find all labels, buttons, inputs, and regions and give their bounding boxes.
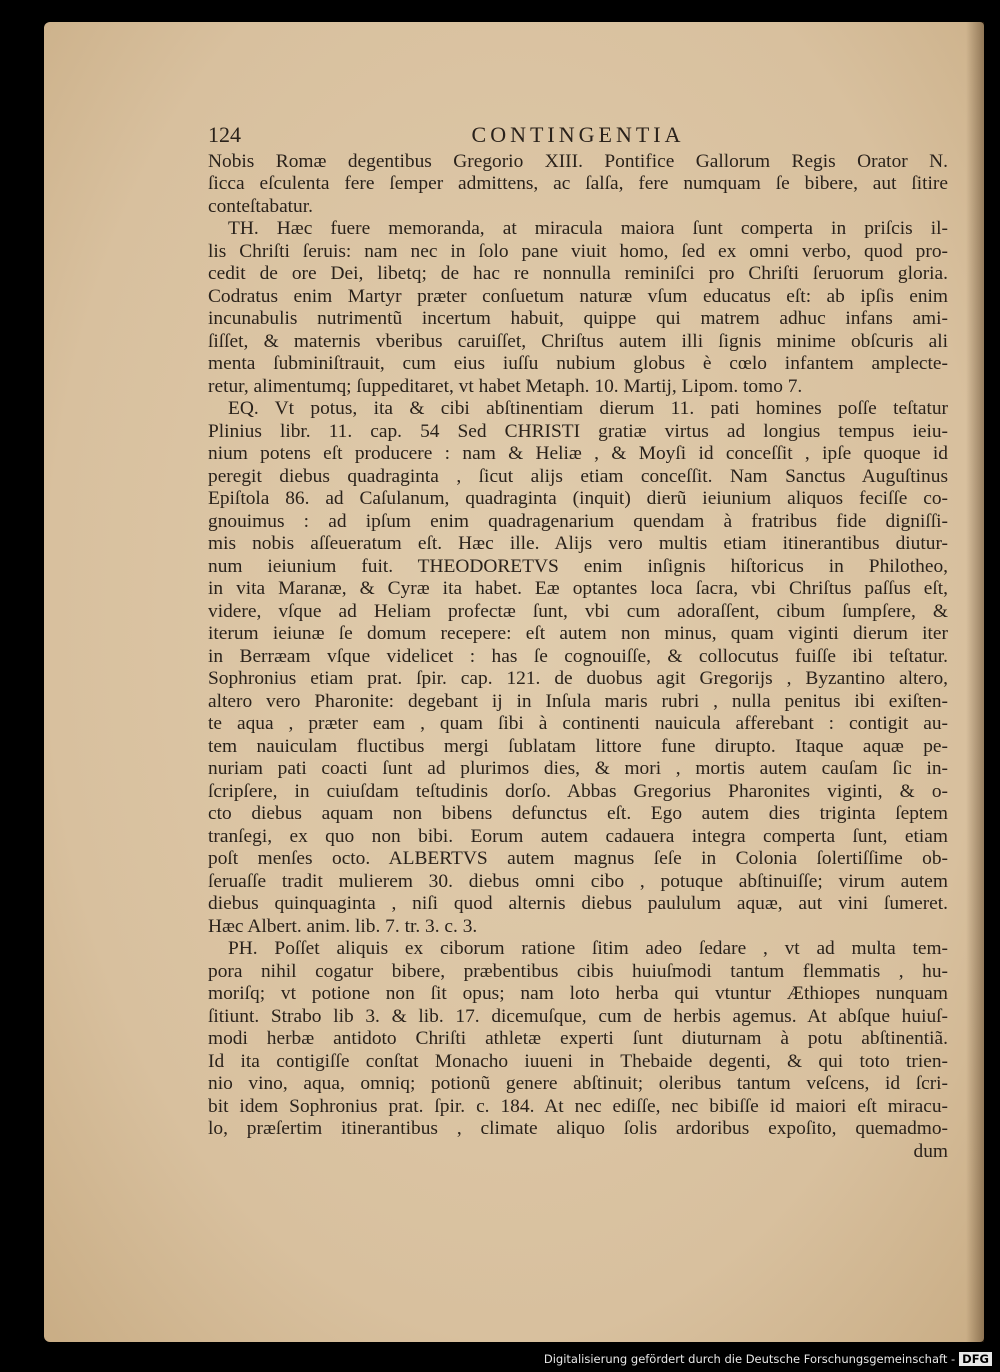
page-edge-shadow bbox=[966, 22, 984, 1342]
text-line: conteſtabatur. bbox=[208, 195, 313, 217]
text-line: ſcripſere, in cuiuſdam teſtudinis dorſo. Abbas Gregorius Pharonites viginti, & o- bbox=[208, 780, 948, 802]
text-line: bit idem Sophronius prat. ſpir. c. 184. At nec ediſſe, nec bibiſſe id maiori eſt miracu- bbox=[208, 1095, 948, 1117]
text-line: ſicca eſculenta fere ſemper admittens, ac ſalſa, fere numquam ſe bibere, aut ſitire bbox=[208, 173, 948, 194]
text-line: ſeruaſſe tradit mulierem 30. diebus omni cibo , potuque abſtinuiſſe; virum autem bbox=[208, 870, 948, 892]
text-line: mis nobis aſſeueratum eſt. Hæc ille. Alijs vero multis etiam itinerantibus diutur- bbox=[208, 533, 948, 554]
text-line: Sophronius etiam prat. ſpir. cap. 121. de duobus agit Gregorijs , Byzantino altero, bbox=[208, 668, 948, 689]
text-line: EQ. Vt potus, ita & cibi abſtinentiam dierum 11. pati homines poſſe teſtatur bbox=[228, 398, 948, 419]
text-line: pora nihil cogatur bibere, præbentibus cibis huiuſmodi tantum flemmatis , hu- bbox=[208, 960, 948, 982]
text-line: peregit diebus quadraginta , ſicut alijs etiam conceſſit. Nam Sanctus Auguſtinus bbox=[208, 465, 948, 487]
text-line: Nobis Romæ degentibus Gregorio XIII. Pontifice Gallorum Regis Orator N. bbox=[208, 150, 948, 172]
text-line: Epiſtola 86. ad Caſulanum, quadraginta (inquit) dierũ ieiunium aliquos feciſſe co- bbox=[208, 488, 948, 509]
text-line: altero vero Pharonite: degebant ij in Inſula maris rubri , nulla penitus ibi exiſten- bbox=[208, 690, 948, 712]
text-line: retur, alimentumq; ſuppeditaret, vt habet Metaph. 10. Martij, Lipom. tomo 7. bbox=[208, 375, 803, 397]
text-line: ſiſſet, & maternis vberibus caruiſſet, Chriſtus autem illi ſignis minime obſcuris ali bbox=[208, 330, 948, 352]
text-line: cedit de ore Dei, libetq; de hac re nonnulla reminiſci pro Chriſti ſeruorum gloria. bbox=[208, 263, 948, 284]
text-line: dum bbox=[913, 1140, 948, 1162]
text-line: iterum ieiunæ ſe domum recepere: eſt autem non minus, quam viginti dierum iter bbox=[208, 623, 948, 644]
text-line: diebus quinquaginta , niſi quod alternis diebus paululum aquæ, aut vini ſumeret. bbox=[208, 893, 948, 914]
text-line: Codratus enim Martyr præter conſuetum naturæ vſum educatus eſt: ab ipſis enim bbox=[208, 285, 948, 307]
text-line: tem nauiculam fluctibus mergi ſublatam littore fune dirupto. Itaque aquæ pe- bbox=[208, 735, 948, 757]
page-header bbox=[208, 124, 948, 147]
text-line: TH. Hæc fuere memoranda, at miracula maiora ſunt comperta in priſcis il- bbox=[228, 218, 948, 239]
text-line: lis Chriſti ſeruis: nam nec in ſolo pane viuit homo, ſed ex omni verbo, quod pro- bbox=[208, 240, 948, 262]
text-line: nio vino, aqua, omniq; potionũ genere abſtinuit; oleribus tantum veſcens, id ſcri- bbox=[208, 1073, 948, 1094]
body-text bbox=[208, 151, 948, 1164]
text-line: Id ita contigiſſe conſtat Monacho iuueni in Thebaide degenti, & qui toto trien- bbox=[208, 1050, 948, 1072]
running-head: CONTINGENTIA bbox=[471, 122, 685, 147]
text-line: in vita Maranæ, & Cyræ ita habet. Eæ optantes loca ſacra, vbi Chriſtus paſſus eſt, bbox=[208, 578, 948, 599]
page-text bbox=[208, 124, 948, 1163]
text-line: gnouimus : ad ipſum enim quadragenarium quendam à fratribus fide digniſſi- bbox=[208, 510, 948, 532]
text-line: lo, præſertim itinerantibus , climate aliquo ſolis ardoribus expoſito, quemadmo- bbox=[208, 1118, 948, 1139]
text-line: modi herbæ antidoto Chriſti athletæ experti ſunt diuturnam à potu abſtinentiã. bbox=[208, 1028, 948, 1049]
text-line: nium potens eſt producere : nam & Heliæ , & Moyſi id conceſſit , ipſe quoque id bbox=[208, 443, 948, 464]
text-line: videre, vſque ad Heliam profectæ ſunt, vbi cum adoraſſent, cibum ſumpſere, & bbox=[208, 600, 948, 622]
page-number: 124 bbox=[208, 122, 241, 147]
text-line: Hæc Albert. anim. lib. 7. tr. 3. c. 3. bbox=[208, 915, 478, 937]
text-line: nuriam pati coacti ſunt ad plurimos dies, & mori , mortis autem cauſam ſic in- bbox=[208, 758, 948, 779]
footer-text: Digitalisierung gefördert durch die Deutsche Forschungsgemeinschaft - bbox=[543, 1352, 956, 1366]
book-page bbox=[44, 22, 984, 1342]
text-line: in Berræam vſque videlicet : has ſe cognouiſſe, & collocutus fuiſſe ibi teſtatur. bbox=[208, 645, 948, 667]
text-line: menta ſubminiſtrauit, cum eius iuſſu nubium globus è cœlo infantem amplecte- bbox=[208, 353, 948, 374]
text-line: Plinius libr. 11. cap. 54 Sed CHRISTI gratiæ virtus ad longius tempus ieiu- bbox=[208, 420, 948, 442]
text-line: moriſq; vt potione non ſit opus; nam loto herba qui vtuntur Æthiopes nunquam bbox=[208, 983, 948, 1004]
text-line: num ieiunium fuit. THEODORETVS enim inſignis hiſtoricus in Philotheo, bbox=[208, 555, 948, 577]
dfg-logo: DFG bbox=[959, 1352, 992, 1366]
text-line: cto diebus aquam non bibens defunctus eſt. Ego autem dies triginta ſeptem bbox=[208, 803, 948, 824]
text-line: tranſegi, ex quo non bibi. Eorum autem cadauera integra comperta ſunt, etiam bbox=[208, 825, 948, 847]
text-line: incunabulis nutrimentũ incertum habuit, quippe qui matrem adhuc infans ami- bbox=[208, 308, 948, 329]
text-line: PH. Poſſet aliquis ex ciborum ratione ſitim adeo ſedare , vt ad multa tem- bbox=[228, 938, 948, 959]
text-line: poſt menſes octo. ALBERTVS autem magnus ſeſe in Colonia ſolertiſſime ob- bbox=[208, 848, 948, 869]
text-line: te aqua , præter eam , quam ſibi à continenti nauicula afferebant : contigit au- bbox=[208, 713, 948, 734]
text-line: ſitiunt. Strabo lib 3. & lib. 17. dicemuſque, cum de herbis agemus. At abſque huiuſ- bbox=[208, 1005, 948, 1027]
footer-credit bbox=[0, 1348, 992, 1370]
